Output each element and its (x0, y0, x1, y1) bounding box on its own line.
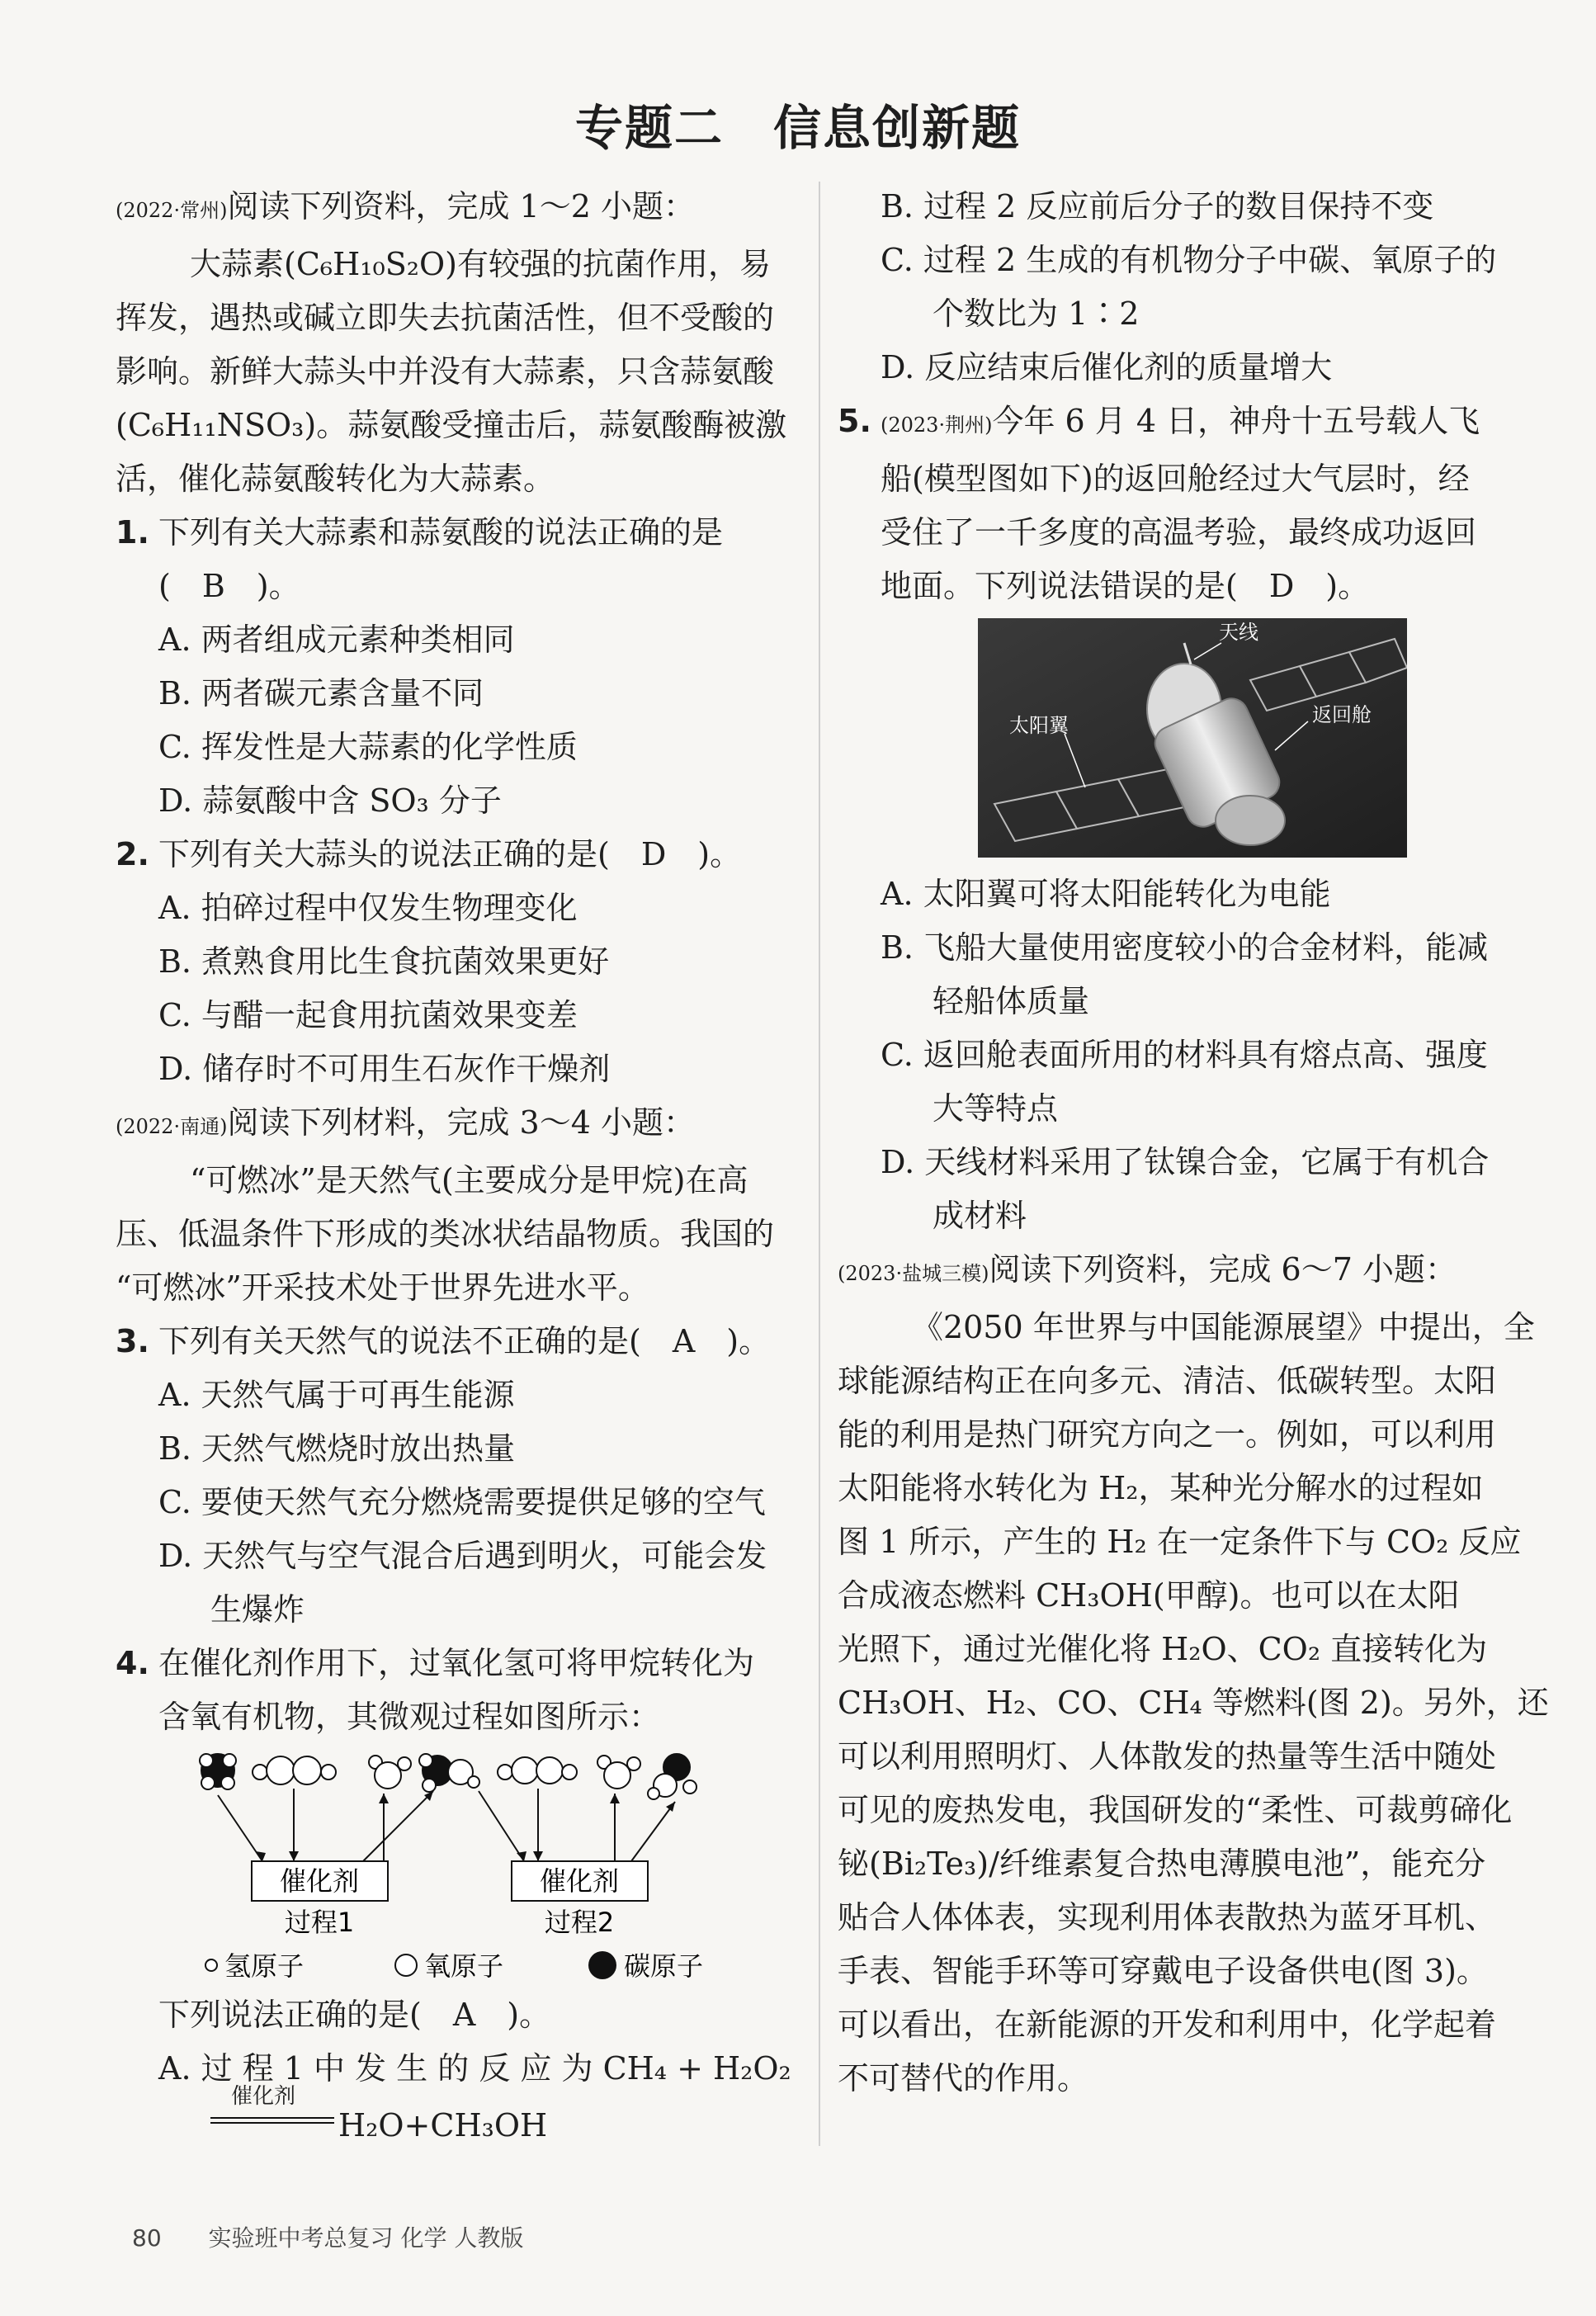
question-1 (116, 506, 800, 560)
methanol-molecule (419, 1754, 479, 1792)
page-footer (132, 2220, 523, 2253)
page-title: 专题二 信息创新题 (574, 100, 1021, 156)
question-text: 下列有关大蒜素和蒜氨酸的说法正确的是 (158, 514, 724, 551)
option-c: C. 返回舱表面所用的材料具有熔点高、强度 (881, 1037, 1488, 1073)
question-text: 今年 6 月 4 日，神舟十五号载人飞 (992, 403, 1480, 439)
passage-line: 太阳能将水转化为 H₂，某种光分解水的过程如 (838, 1470, 1484, 1506)
option-a: A. 过 程 1 中 发 生 的 反 应 为 CH₄ + H₂O₂ (158, 2050, 791, 2087)
spacecraft-illustration (978, 618, 1407, 858)
passage-line: “可燃冰”开采技术处于世界先进水平。 (116, 1269, 649, 1306)
question-text-continued: 地面。下列说法错误的是( D )。 (881, 568, 1370, 604)
passage-line: 活，催化蒜氨酸转化为大蒜素。 (116, 461, 555, 497)
option-c-continued: 大等特点 (933, 1090, 1059, 1127)
option-a: A. 天然气属于可再生能源 (158, 1377, 515, 1413)
label-antenna: 天线 (1219, 621, 1258, 644)
micro-process-figure (198, 1746, 776, 1985)
question-answer: ( B )。 (158, 568, 300, 604)
question-text-continued: 受住了一千多度的高温考验，最终成功返回 (881, 514, 1477, 551)
column-divider (819, 182, 820, 2146)
reaction-condition: 催化剂 (231, 2084, 296, 2109)
passage-line: 手表、智能手环等可穿戴电子设备供电(图 3)。 (838, 1953, 1488, 1989)
reading-intro-2 (116, 1096, 800, 1154)
reaction-products: H₂O+CH₃OH (338, 2107, 548, 2143)
option-a: A. 拍碎过程中仅发生物理变化 (158, 890, 578, 926)
legend-hydrogen: 氢原子 (224, 1950, 305, 1982)
source-tag: (2022·常州) (116, 199, 228, 222)
option-b: B. 飞船大量使用密度较小的合金材料，能减 (881, 929, 1489, 966)
option-b: B. 过程 2 反应前后分子的数目保持不变 (881, 188, 1434, 225)
reading-intro-1 (116, 180, 800, 238)
option-a: A. 两者组成元素种类相同 (158, 622, 515, 658)
passage-line: 压、低温条件下形成的类冰状结晶物质。我国的 (116, 1216, 775, 1252)
passage-line: 合成液态燃料 CH₃OH(甲醇)。也可以在太阳 (838, 1577, 1460, 1614)
spacecraft-image (978, 618, 1407, 858)
option-c-continued: 个数比为 1∶2 (933, 295, 1140, 332)
question-text-continued: 含氧有机物，其微观过程如图所示： (158, 1699, 661, 1735)
legend-carbon: 碳原子 (624, 1950, 704, 1982)
arrows (218, 1789, 675, 1861)
methane-molecule (200, 1754, 236, 1789)
hydrogen-peroxide-molecule-2 (498, 1757, 577, 1784)
passage-line: 不可替代的作用。 (838, 2060, 1089, 2096)
passage-line: (C₆H₁₁NSO₃)。蒜氨酸受撞击后，蒜氨酸酶被激 (116, 407, 787, 443)
source-tag: (2023·荆州) (881, 414, 993, 437)
legend-oxygen: 氧原子 (424, 1950, 504, 1982)
passage-line: 光照下，通过光催化将 H₂O、CO₂ 直接转化为 (838, 1631, 1488, 1667)
hydrogen-legend-icon (205, 1959, 217, 1971)
question-2 (116, 828, 800, 881)
passage-line: 《2050 年世界与中国能源展望》中提出，全 (912, 1309, 1535, 1345)
option-c: C. 要使天然气充分燃烧需要提供足够的空气 (158, 1484, 766, 1520)
book-title: 实验班中考总复习 化学 人教版 (208, 2224, 524, 2252)
option-b-continued: 轻船体质量 (933, 983, 1090, 1019)
question-5 (838, 395, 1523, 452)
question-4 (116, 1637, 800, 1690)
passage-line: 可见的废热发电，我国研发的“柔性、可裁剪碲化 (838, 1792, 1513, 1828)
option-d: D. 天然气与空气混合后遇到明火，可能会发 (158, 1538, 767, 1574)
oxygen-legend-icon (395, 1954, 417, 1976)
option-c: C. 过程 2 生成的有机物分子中碳、氧原子的 (881, 242, 1497, 278)
question-4-stem: 下列说法正确的是( A )。 (158, 1997, 551, 2033)
passage-line: 图 1 所示，产生的 H₂ 在一定条件下与 CO₂ 反应 (838, 1524, 1522, 1560)
formic-product-molecule (648, 1754, 696, 1799)
process-diagram (198, 1746, 776, 1985)
question-number: 1. (116, 514, 149, 551)
passage-line: 可以利用照明灯、人体散发的热量等生活中随处 (838, 1738, 1497, 1775)
arrowheads (256, 1791, 675, 1861)
reaction-equation (116, 2084, 800, 2153)
option-b: B. 煮熟食用比生食抗菌效果更好 (158, 943, 610, 980)
question-text-continued: 船(模型图如下)的返回舱经过大气层时，经 (881, 461, 1470, 497)
right-column (838, 180, 1549, 2106)
passage-line: 能的利用是热门研究方向之一。例如，可以利用 (838, 1416, 1497, 1453)
hydrogen-peroxide-molecule (253, 1756, 336, 1784)
process-1-label: 过程1 (284, 1907, 355, 1938)
intro-text: 阅读下列资料，完成 1～2 小题： (227, 188, 695, 225)
option-d-continued: 生爆炸 (210, 1591, 305, 1628)
question-text: 在催化剂作用下，过氧化氢可将甲烷转化为 (158, 1645, 755, 1681)
label-solar-wing: 太阳翼 (1009, 714, 1069, 737)
option-b: B. 两者碳元素含量不同 (158, 675, 484, 711)
process-2-label: 过程2 (544, 1907, 615, 1938)
catalyst-label-1: 催化剂 (279, 1865, 360, 1897)
page-number: 80 (132, 2224, 162, 2252)
passage-line: 可以看出，在新能源的开发和利用中，化学起着 (838, 2006, 1497, 2043)
water-molecule (369, 1756, 411, 1789)
question-text: 下列有关天然气的说法不正确的是( A )。 (158, 1323, 771, 1359)
option-d: D. 储存时不可用生石灰作干燥剂 (158, 1051, 611, 1087)
question-number: 5. (838, 403, 871, 439)
water-molecule-2 (597, 1756, 640, 1789)
passage-line: 球能源结构正在向多元、清洁、低碳转型。太阳 (838, 1363, 1497, 1399)
reading-intro-3 (838, 1243, 1523, 1301)
passage-line: “可燃冰”是天然气(主要成分是甲烷)在高 (190, 1162, 748, 1198)
option-d-continued: 成材料 (933, 1198, 1027, 1234)
carbon-legend-icon (588, 1951, 616, 1979)
passage-line: 铋(Bi₂Te₃)/纤维素复合热电薄膜电池”，能充分 (838, 1846, 1486, 1882)
option-d: D. 反应结束后催化剂的质量增大 (881, 349, 1333, 385)
passage-line: CH₃OH、H₂、CO、CH₄ 等燃料(图 2)。另外，还 (838, 1685, 1549, 1721)
question-number: 2. (116, 836, 149, 872)
option-c: C. 挥发性是大蒜素的化学性质 (158, 729, 578, 765)
passage-line: 挥发，遇热或碱立即失去抗菌活性，但不受酸的 (116, 300, 775, 336)
left-column (116, 180, 800, 2153)
intro-text: 阅读下列材料，完成 3～4 小题： (227, 1104, 695, 1141)
passage-line: 影响。新鲜大蒜头中并没有大蒜素，只含蒜氨酸 (116, 353, 775, 390)
equals-sign (210, 2117, 334, 2124)
passage-line: 贴合人体体表，实现利用体表散热为蓝牙耳机、 (838, 1899, 1497, 1936)
source-tag: (2023·盐城三模) (838, 1262, 989, 1285)
label-return-capsule: 返回舱 (1312, 703, 1372, 726)
question-3 (116, 1315, 800, 1368)
passage-line: 大蒜素(C₆H₁₀S₂O)有较强的抗菌作用，易 (190, 246, 771, 282)
option-a: A. 太阳翼可将太阳能转化为电能 (881, 876, 1331, 912)
question-text: 下列有关大蒜头的说法正确的是( D )。 (158, 836, 742, 872)
catalyst-label-2: 催化剂 (539, 1865, 620, 1897)
option-d: D. 蒜氨酸中含 SO₃ 分子 (158, 782, 502, 819)
option-b: B. 天然气燃烧时放出热量 (158, 1430, 516, 1467)
source-tag: (2022·南通) (116, 1115, 228, 1138)
question-number: 4. (116, 1645, 149, 1681)
option-c: C. 与醋一起食用抗菌效果变差 (158, 997, 578, 1033)
option-d: D. 天线材料采用了钛镍合金，它属于有机合 (881, 1144, 1490, 1180)
intro-text: 阅读下列资料，完成 6～7 小题： (989, 1251, 1457, 1288)
question-number: 3. (116, 1323, 149, 1359)
